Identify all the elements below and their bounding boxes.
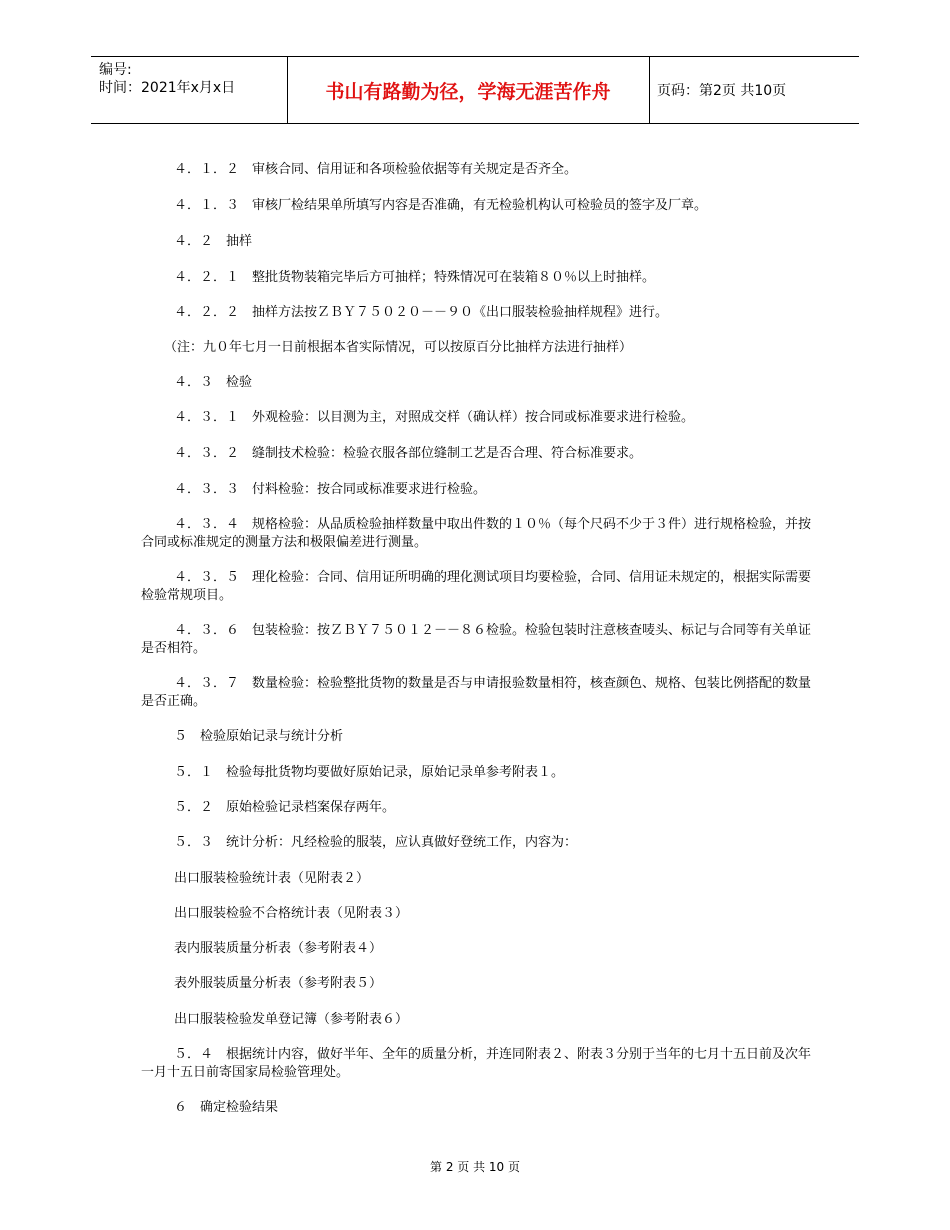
- paragraph: ５．４ 根据统计内容，做好半年、全年的质量分析，并连同附表２、附表３分别于当年的七月十五日前及次年一月十五日前寄国家局检验管理处。: [141, 1047, 812, 1080]
- header-motto: 书山有路勤为径，学海无涯苦作舟: [325, 80, 611, 103]
- header-divider: [649, 57, 650, 123]
- document-number-label: 编号:: [99, 62, 132, 78]
- page-footer: 第 2 页 共 10 页: [430, 1160, 520, 1174]
- page-header: [91, 56, 859, 124]
- header-meta: [99, 61, 235, 97]
- text-line: ４．３．３ 付料检验：按合同或标准要求进行检验。: [174, 482, 487, 497]
- list-item: 出口服装检验发单登记簿（参考附表６）: [174, 1012, 409, 1027]
- paragraph: ４．３．６ 包装检验：按ＺＢＹ７５０１２－－８６检验。检验包装时注意核查唛头、标记与合同等有关单证是否相符。: [141, 623, 812, 656]
- section-heading: ４．２ 抽样: [174, 234, 253, 249]
- text-line: ４．１．３ 审核厂检结果单所填写内容是否准确，有无检验机构认可检验员的签字及厂章。: [174, 198, 708, 213]
- section-heading: ６ 确定检验结果: [174, 1100, 279, 1115]
- text-line: ４．３．２ 缝制技术检验：检验衣服各部位缝制工艺是否合理、符合标准要求。: [174, 446, 643, 461]
- text-line: ５．２ 原始检验记录档案保存两年。: [174, 800, 396, 815]
- header-page-info: 页码：第2页 共10页: [657, 83, 787, 99]
- note-line: （注：九０年七月一日前根据本省实际情况，可以按原百分比抽样方法进行抽样）: [164, 340, 633, 355]
- paragraph: ４．３．５ 理化检验：合同、信用证所明确的理化测试项目均要检验，合同、信用证未规定的，根据实际需要检验常规项目。: [141, 570, 812, 603]
- list-item: 表外服装质量分析表（参考附表５）: [174, 976, 383, 991]
- document-time-label: 时间：2021年x月x日: [99, 80, 236, 96]
- list-item: 表内服装质量分析表（参考附表４）: [174, 941, 383, 956]
- list-item: 出口服装检验不合格统计表（见附表３）: [174, 906, 409, 921]
- paragraph: ４．３．７ 数量检验：检验整批货物的数量是否与申请报验数量相符，核查颜色、规格、包装比例搭配的数量是否正确。: [141, 676, 812, 709]
- text-line: ４．３．１ 外观检验：以目测为主，对照成交样（确认样）按合同或标准要求进行检验。: [174, 410, 695, 425]
- paragraph: ４．３．４ 规格检验：从品质检验抽样数量中取出件数的１０％（每个尺码不少于３件）进行规格检验，并按合同或标准规定的测量方法和极限偏差进行测量。: [141, 517, 812, 550]
- text-line: ４．２．１ 整批货物装箱完毕后方可抽样；特殊情况可在装箱８０％以上时抽样。: [174, 270, 656, 285]
- section-heading: ４．３ 检验: [174, 375, 253, 390]
- section-heading: ５ 检验原始记录与统计分析: [174, 729, 344, 744]
- text-line: ５．１ 检验每批货物均要做好原始记录，原始记录单参考附表１。: [174, 765, 565, 780]
- list-item: 出口服装检验统计表（见附表２）: [174, 871, 370, 886]
- text-line: ４．２．２ 抽样方法按ＺＢＹ７５０２０－－９０《出口服装检验抽样规程》进行。: [174, 305, 669, 320]
- text-line: ４．１．２ 审核合同、信用证和各项检验依据等有关规定是否齐全。: [174, 162, 578, 177]
- text-line: ５．３ 统计分析：凡经检验的服装，应认真做好登统工作，内容为：: [174, 835, 578, 850]
